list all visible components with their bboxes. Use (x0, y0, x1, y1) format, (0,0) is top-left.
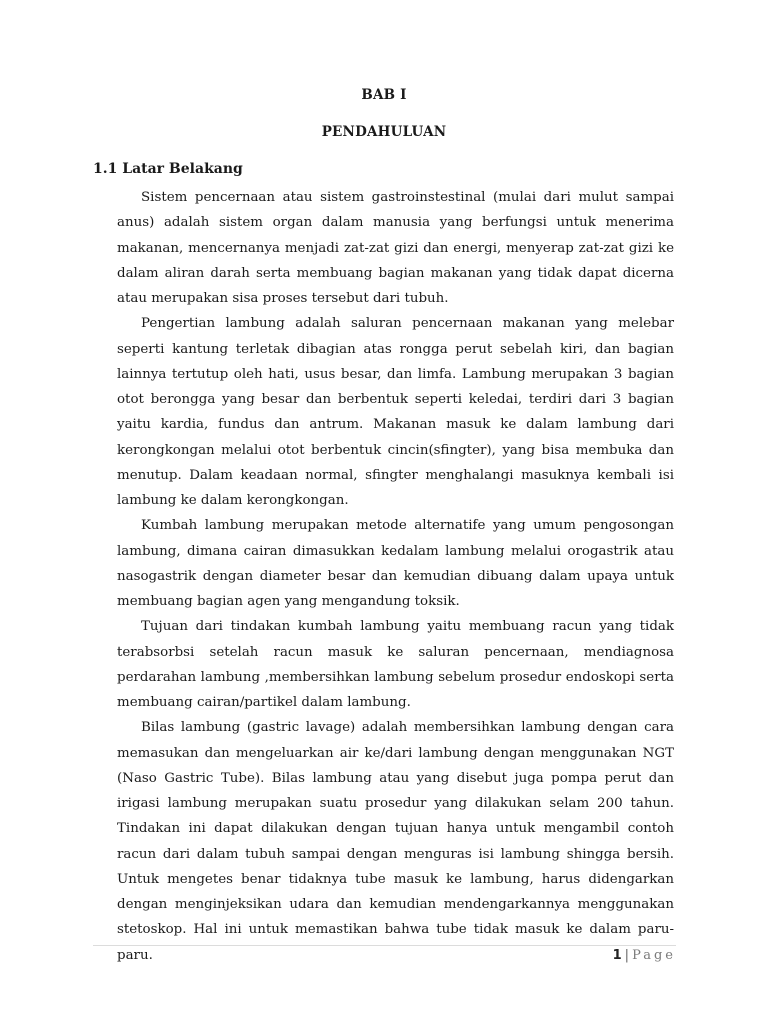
footer-divider (93, 945, 676, 946)
paragraph: Pengertian lambung adalah saluran pencernaan makanan yang melebar seperti kantung terletak dibagian atas rongga perut sebelah kiri, dan bagian lainnya tertutup oleh hati, usus besar, dan limfa. Lambung merupakan 3 bagian otot berongga yang besar dan berbentuk seperti keledai, terdiri dari 3 bagian yaitu kardia, fundus dan antrum. Makanan masuk ke dalam lambung dari kerongkongan melalui otot berbentuk cincin(sfingter), yang bisa membuka dan menutup. Dalam keadaan normal, sfingter menghalangi masuknya kembali isi lambung ke dalam kerongkongan. (117, 316, 674, 508)
page-label: Page (632, 948, 676, 963)
paragraph: Tujuan dari tindakan kumbah lambung yaitu membuang racun yang tidak terabsorbsi setelah racun masuk ke saluran pencernaan, mendiagnosa perdarahan lambung ,membersihkan lambung sebelum prosedur endoskopi serta membuang cairan/partikel dalam lambung. (117, 619, 674, 710)
page-footer (613, 948, 676, 963)
chapter-title: PENDAHULUAN (321, 124, 447, 140)
page-number: 1 (612, 948, 622, 963)
paragraph: Bilas lambung (gastric lavage) adalah membersihkan lambung dengan cara memasukan dan mengeluarkan air ke/dari lambung dengan menggunakan NGT (Naso Gastric Tube). Bilas lambung atau yang disebut juga pompa perut dan irigasi lambung merupakan suatu prosedur yang dilakukan selam 200 tahun. Tindakan ini dapat dilakukan dengan tujuan hanya untuk mengambil contoh racun dari dalam tubuh sampai dengan menguras isi lambung shingga bersih. Untuk mengetes benar tidaknya tube masuk ke lambung, harus didengarkan dengan menginjeksikan udara dan kemudian mendengarkannya menggunakan stetoskop. Hal ini untuk memastikan bahwa tube tidak masuk ke dalam paru-paru. (117, 720, 674, 963)
paragraph: Kumbah lambung merupakan metode alternatife yang umum pengosongan lambung, dimana cairan dimasukkan kedalam lambung melalui orogastrik atau nasogastrik dengan diameter besar dan kemudian dibuang dalam upaya untuk membuang bagian agen yang mengandung toksik. (117, 518, 674, 609)
body-text (117, 185, 674, 968)
footer-separator: | (624, 948, 630, 963)
paragraph: Sistem pencernaan atau sistem gastroinstestinal (mulai dari mulut sampai anus) adalah sistem organ dalam manusia yang berfungsi untuk menerima makanan, mencernanya menjadi zat-zat gizi dan energi, menyerap zat-zat gizi ke dalam aliran darah serta membuang bagian makanan yang tidak dapat dicerna atau merupakan sisa proses tersebut dari tubuh. (117, 190, 674, 306)
section-heading: 1.1 Latar Belakang (93, 161, 243, 177)
chapter-number: BAB I (361, 87, 407, 103)
